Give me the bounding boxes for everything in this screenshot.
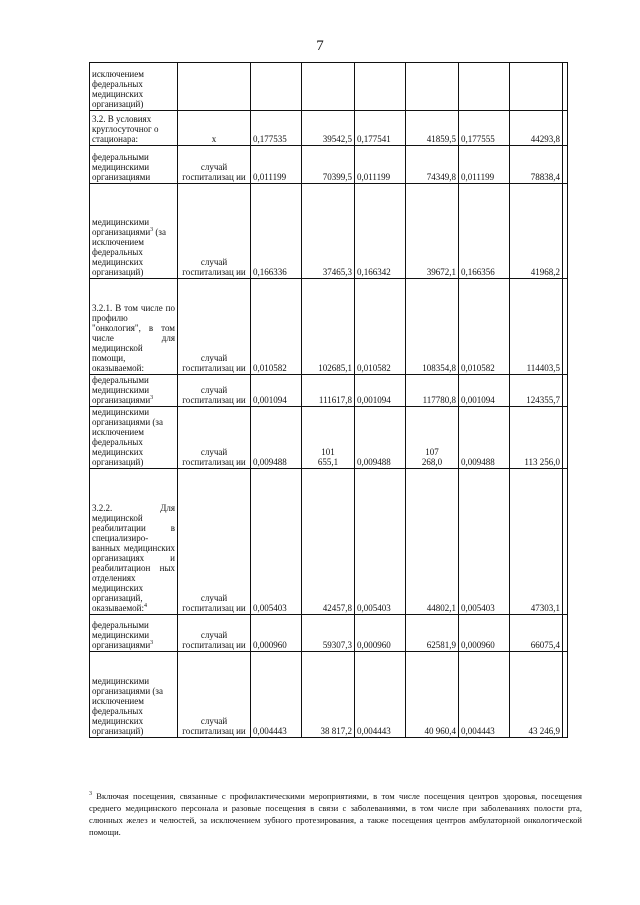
table-edge: [563, 63, 568, 111]
row-name-text: 3.2.2. Для медицинской реабилитации в специализиро-ванных медицинских организациях и реабилитацион ных отделениях медицинских организаций, оказываемой:: [92, 503, 175, 613]
value-cell: 0,177541: [355, 111, 406, 146]
value-cell: 0,005403: [355, 469, 406, 615]
value-cell: 108354,8: [406, 279, 459, 375]
value-cell: 0,000960: [459, 615, 510, 652]
unit-cell: случай госпитализац ии: [178, 652, 251, 738]
table-edge: [563, 469, 568, 615]
value-cell: 0,010582: [459, 279, 510, 375]
unit-cell: случай госпитализац ии: [178, 407, 251, 469]
value-cell: 66075,4: [510, 615, 563, 652]
row-name-cell: медицинскими организациями (за исключением федеральных медицинских организаций): [90, 652, 178, 738]
value-cell: 0,009488: [251, 407, 302, 469]
row-name-text: медицинскими организациями: [92, 217, 151, 237]
value-cell: [302, 63, 355, 111]
value-cell: 0,001094: [251, 375, 302, 407]
footnote-ref: 3: [150, 395, 154, 401]
value-cell: 114403,5: [510, 279, 563, 375]
page-number: 7: [316, 38, 324, 54]
table-edge: [563, 184, 568, 279]
value-cell: 0,004443: [459, 652, 510, 738]
value-cell: 40 960,4: [406, 652, 459, 738]
value-cell: 0,010582: [355, 279, 406, 375]
value-cell: 0,177535: [251, 111, 302, 146]
row-name-cell: медицинскими организациями (за исключением федеральных медицинских организаций): [90, 407, 178, 469]
row-name-text-rest: (за исключением федеральных медицинских организаций): [92, 227, 166, 277]
value-cell: [406, 63, 459, 111]
row-name-text: федеральными медицинскими организациями: [92, 375, 151, 405]
value-cell: 59307,3: [302, 615, 355, 652]
table-row: [90, 279, 568, 375]
value-cell: 37465,3: [302, 184, 355, 279]
value-cell: 0,001094: [459, 375, 510, 407]
table-row: [90, 63, 568, 111]
value-cell: 0,011199: [251, 146, 302, 184]
value-cell: 0,005403: [459, 469, 510, 615]
value-cell: 102685,1: [302, 279, 355, 375]
value-cell: 124355,7: [510, 375, 563, 407]
value-cell: 0,011199: [459, 146, 510, 184]
table-row: [90, 615, 568, 652]
table-row: [90, 375, 568, 407]
table-row: [90, 146, 568, 184]
footnote-ref: 4: [143, 603, 147, 609]
value-cell: [355, 63, 406, 111]
value-cell: 107 268,0: [406, 407, 459, 469]
unit-cell: случай госпитализац ии: [178, 146, 251, 184]
value-cell: 0,000960: [355, 615, 406, 652]
footnote-ref: 3: [150, 227, 154, 233]
value-cell: 0,005403: [251, 469, 302, 615]
value-cell: 44802,1: [406, 469, 459, 615]
row-name-cell: [90, 469, 178, 615]
unit-cell: случай госпитализац ии: [178, 184, 251, 279]
table-edge: [563, 111, 568, 146]
table-row: [90, 184, 568, 279]
table-edge: [563, 146, 568, 184]
table-row: [90, 652, 568, 738]
footnote: [89, 790, 582, 838]
value-cell: 0,009488: [355, 407, 406, 469]
row-name-cell: исключением федеральных медицинских организаций): [90, 63, 178, 111]
unit-cell: случай госпитализац ии: [178, 375, 251, 407]
footnote-ref: 3: [150, 640, 154, 646]
unit-cell: случай госпитализац ии: [178, 279, 251, 375]
row-name-cell: [90, 375, 178, 407]
value-cell: 101 655,1: [302, 407, 355, 469]
table-edge: [563, 615, 568, 652]
value-cell: 41968,2: [510, 184, 563, 279]
table-edge: [563, 652, 568, 738]
table-row: [90, 469, 568, 615]
value-cell: [459, 63, 510, 111]
value-cell: 39672,1: [406, 184, 459, 279]
value-cell: 0,000960: [251, 615, 302, 652]
value-cell: [510, 63, 563, 111]
footnote-marker: 3: [89, 791, 92, 798]
row-name-cell: [90, 184, 178, 279]
value-cell: 0,009488: [459, 407, 510, 469]
unit-cell: случай госпитализац ии: [178, 469, 251, 615]
row-name-cell: 3.2.1. В том числе по профилю "онкология", в том числе для медицинской помощи, оказываемой:: [90, 279, 178, 375]
value-cell: 41859,5: [406, 111, 459, 146]
value-cell: 38 817,2: [302, 652, 355, 738]
unit-cell: х: [178, 111, 251, 146]
value-cell: 0,001094: [355, 375, 406, 407]
value-cell: 0,166356: [459, 184, 510, 279]
value-cell: 0,166342: [355, 184, 406, 279]
value-cell: 47303,1: [510, 469, 563, 615]
unit-cell: [178, 63, 251, 111]
row-name-cell: [90, 615, 178, 652]
value-cell: 62581,9: [406, 615, 459, 652]
value-cell: 0,177555: [459, 111, 510, 146]
value-cell: 0,004443: [251, 652, 302, 738]
value-cell: 70399,5: [302, 146, 355, 184]
footnote-text: Включая посещения, связанные с профилактическими мероприятиями, в том числе посещения центров здоровья, посещения среднего медицинского персонала и разовые посещения в связи с заболеваниями, в том числе при заболеваниях полости рта, слюнных желез и челюстей, за исключением зубного протезирования, а также посещения центров амбулаторной онкологической помощи.: [89, 791, 582, 837]
value-cell: 0,011199: [355, 146, 406, 184]
value-cell: 44293,8: [510, 111, 563, 146]
value-cell: 74349,8: [406, 146, 459, 184]
table-edge: [563, 279, 568, 375]
table-edge: [563, 407, 568, 469]
value-cell: 0,010582: [251, 279, 302, 375]
value-cell: 42457,8: [302, 469, 355, 615]
value-cell: 78838,4: [510, 146, 563, 184]
value-cell: [251, 63, 302, 111]
value-cell: 0,166336: [251, 184, 302, 279]
table-row: [90, 111, 568, 146]
value-cell: 113 256,0: [510, 407, 563, 469]
table-edge: [563, 375, 568, 407]
value-cell: 117780,8: [406, 375, 459, 407]
norms-table: [89, 62, 568, 738]
value-cell: 43 246,9: [510, 652, 563, 738]
table-row: [90, 407, 568, 469]
value-cell: 39542,5: [302, 111, 355, 146]
row-name-text: федеральными медицинскими организациями: [92, 620, 151, 650]
unit-cell: случай госпитализац ии: [178, 615, 251, 652]
value-cell: 0,004443: [355, 652, 406, 738]
row-name-cell: 3.2. В условиях круглосуточног о стационара:: [90, 111, 178, 146]
value-cell: 111617,8: [302, 375, 355, 407]
row-name-cell: федеральными медицинскими организациями: [90, 146, 178, 184]
